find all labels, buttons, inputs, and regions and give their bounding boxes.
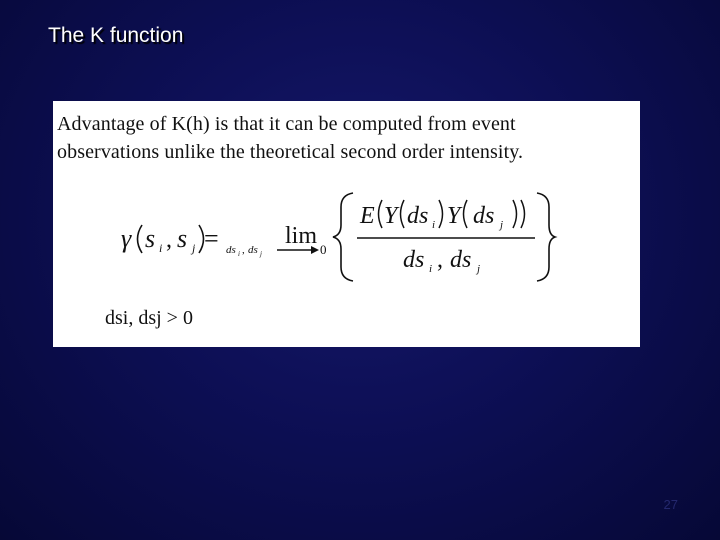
equation-image <box>53 101 640 347</box>
lim-sub-ds-j: ds <box>248 244 258 256</box>
num-ds1: ds <box>407 203 429 229</box>
gamma-symbol: γ <box>121 224 132 253</box>
condition-text: dsi, dsj > 0 <box>105 307 193 329</box>
den-ds2: ds <box>450 247 472 273</box>
num-ds2: ds <box>473 203 495 229</box>
intro-line-1: Advantage of K(h) is that it can be computed from event <box>57 113 516 135</box>
lhs-sub-i: i <box>159 241 163 255</box>
num-sub-j: j <box>500 219 504 231</box>
curly-brace-left <box>333 193 353 281</box>
num-E: E <box>360 203 375 229</box>
lhs-sub-j: j <box>192 241 196 255</box>
lhs-comma: , <box>166 227 172 253</box>
left-paren-close <box>199 225 204 253</box>
lim-sub-j: j <box>260 250 262 258</box>
lhs-s-j: s <box>177 224 188 253</box>
curly-brace-right <box>537 193 555 281</box>
lim-sub-i: i <box>238 250 240 258</box>
den-comma: , <box>437 247 443 273</box>
slide-title: The K function <box>48 24 184 47</box>
den-ds1: ds <box>403 247 425 273</box>
den-sub-i: i <box>429 263 433 275</box>
lhs-s-i: s <box>145 224 156 253</box>
lim-sub-ds-i: ds <box>226 244 236 256</box>
num-sub-i: i <box>432 219 436 231</box>
num-Y2: Y <box>447 203 461 229</box>
num-Y1: Y <box>384 203 398 229</box>
intro-line-2: observations unlike the theoretical second order intensity. <box>57 141 524 163</box>
lim-sub-comma: , <box>242 244 245 256</box>
left-paren-open <box>138 225 143 253</box>
equals-sign: = <box>204 224 219 253</box>
lim-target: 0 <box>320 242 327 257</box>
lim-word: lim <box>285 223 318 249</box>
den-sub-j: j <box>477 263 481 275</box>
page-number: 27 <box>663 497 678 512</box>
